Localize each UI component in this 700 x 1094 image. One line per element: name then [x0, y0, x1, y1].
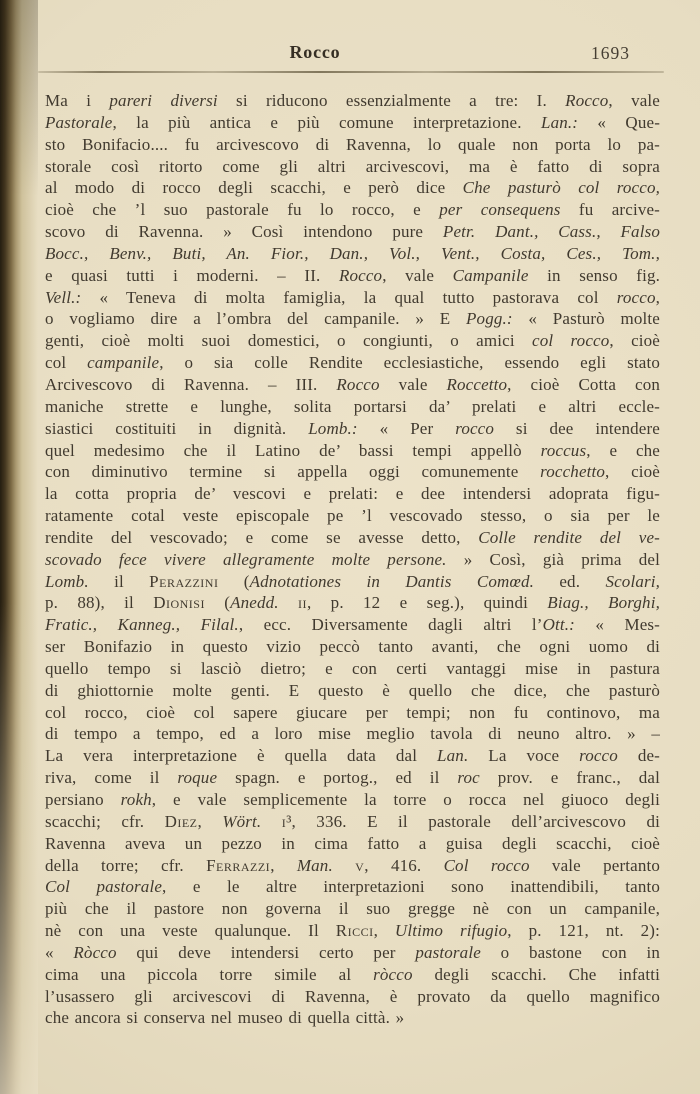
text-line: La vera interpretazione è quella data dal Lan. La voce rocco de- [45, 746, 660, 766]
text-line: « Ròcco qui deve intendersi certo per pastorale o bastone con in [45, 942, 660, 962]
text-line: di ghiottornie molte genti. E questo è quello che dice, che pasturò [45, 680, 660, 700]
text-line: nè con una veste qualunque. Il Ricci, Ultimo rifugio, p. 121, nt. 2): [45, 921, 660, 941]
text-line: quello tempo si lasciò dietro; e con certi vantaggi mise in pastura [45, 658, 660, 678]
text-line: cima una piccola torre simile al ròcco degli scacchi. Che infatti [45, 964, 660, 984]
text-line: rendite del vescovado; e come se avesse detto, Colle rendite del ve- [45, 527, 660, 547]
text-line: Lomb. il Perazzini (Adnotationes in Dantis Comœd. ed. Scolari, [45, 571, 661, 591]
text-line: storale così ritorto come gli altri arcivescovi, ma è fatto di sopra [45, 156, 660, 176]
text-line: Col pastorale, e le altre interpretazioni sono inattendibili, tanto [45, 877, 660, 897]
text-line: genti, cioè molti suoi domestici, o congiunti, o amici col rocco, cioè [45, 331, 660, 351]
page-number: 1693 [591, 43, 630, 63]
text-line: Vell.: « Teneva di molta famiglia, la qual tutto pastorava col rocco, [45, 287, 660, 307]
text-line: riva, come il roque spagn. e portog., ed il roc prov. e franc., dal [45, 768, 661, 788]
text-line: Bocc., Benv., Buti, An. Fior., Dan., Vol., Vent., Costa, Ces., Tom., [45, 243, 660, 263]
text-line: che ancora si conserva nel museo di quella città. » [45, 1008, 405, 1028]
text-line: Ravenna aveva un pezzo in cima fatto a guisa degli scacchi, cioè [45, 833, 660, 853]
text-line: Ma i pareri diversi si riducono essenzialmente a tre: I. Rocco, vale [45, 91, 660, 110]
text-line: più che il pastore non governa il suo gregge nè con un campanile, [45, 899, 660, 919]
text-line: scacchi; cfr. Diez, Wört. i³, 336. E il pastorale dell’arcivescovo di [45, 811, 660, 831]
text-line: al modo di rocco degli scacchi, e però dice Che pasturò col rocco, [45, 178, 660, 198]
text-line: col campanile, o sia colle Rendite ecclesiastiche, essendo egli stato [45, 353, 660, 373]
text-line: scovado fece vivere allegramente molte persone. » Così, già prima del [45, 549, 660, 569]
text-line: scovo di Ravenna. » Così intendono pure Petr. Dant., Cass., Falso [45, 222, 660, 242]
text-line: della torre; cfr. Ferrazzi, Man. v, 416. Col rocco vale pertanto [45, 855, 660, 875]
binding-shadow [0, 0, 38, 1094]
text-line: di tempo a tempo, ed a loro mise meglio tavola di neuno altro. » – [45, 724, 660, 744]
header-divider [38, 71, 664, 73]
text-line: siastici costituiti in dignità. Lomb.: « Per rocco si dee intendere [45, 418, 660, 438]
page-body-text [45, 90, 660, 1029]
text-line: l’usassero gli arcivescovi di Ravenna, è provato da quello magnifico [45, 986, 660, 1006]
text-line: Arcivescovo di Ravenna. – III. Rocco vale Roccetto, cioè Cotta con [45, 374, 660, 394]
text-line: Pastorale, la più antica e più comune interpretazione. Lan.: « Que- [45, 112, 660, 132]
text-line: sto Bonifacio.... fu arcivescovo di Ravenna, lo quale non porta lo pa- [45, 134, 660, 154]
text-line: ser Bonifazio in questo vizio peccò tanto avanti, che ogni uomo di [45, 637, 660, 657]
text-line: maniche strette e lunghe, solita portarsi da’ prelati e altri eccle- [45, 396, 660, 416]
text-line: cioè che ’l suo pastorale fu lo rocco, e per consequens fu arcive- [45, 200, 660, 220]
text-line: quel medesimo che il Latino de’ bassi tempi appellò roccus, e che [45, 440, 661, 460]
text-line: o vogliamo dire a l’ombra del campanile. » E Pogg.: « Pasturò molte [45, 309, 660, 329]
text-line: ratamente cotal veste episcopale pe ’l vescovado stesso, o sia per le [45, 506, 660, 526]
text-line: persiano rokh, e vale semplicemente la torre o rocca nel giuoco degli [45, 790, 660, 809]
text-line: con diminutivo termine si appella oggi comunemente rocchetto, cioè [45, 462, 660, 482]
page-title: Rocco [289, 42, 341, 62]
text-line: la cotta propria de’ vescovi e prelati: e dee intendersi adoprata figu- [45, 484, 660, 504]
text-line: Fratic., Kanneg., Filal., ecc. Diversamente dagli altri l’Ott.: « Mes- [45, 615, 660, 635]
text-line: col rocco, cioè col sapere giucare per tempi; non fu continovo, ma [45, 702, 660, 722]
text-line: p. 88), il Dionisi (Anedd. ii, p. 12 e seg.), quindi Biag., Borghi, [45, 593, 660, 613]
running-header [0, 42, 630, 63]
text-line: e quasi tutti i moderni. – II. Rocco, vale Campanile in senso fig. [45, 265, 661, 285]
